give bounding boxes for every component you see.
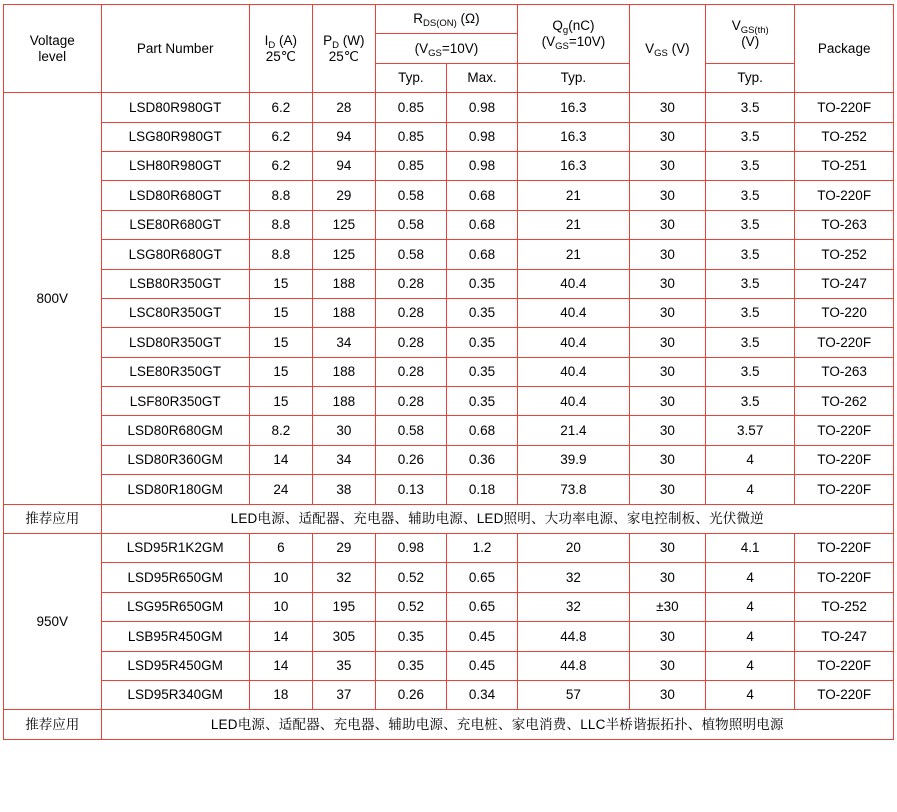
cell-rds-typ: 0.85	[375, 151, 446, 180]
cell-rds-max: 0.35	[446, 328, 517, 357]
cell-qg: 40.4	[518, 328, 630, 357]
cell-rds-max: 0.18	[446, 475, 517, 504]
cell-id: 10	[249, 563, 312, 592]
header-qg-typ: Typ.	[518, 63, 630, 92]
cell-vgs: 30	[629, 93, 705, 122]
cell-pd: 305	[312, 622, 375, 651]
cell-pd: 38	[312, 475, 375, 504]
cell-pd: 35	[312, 651, 375, 680]
cell-part-number: LSD95R450GM	[101, 651, 249, 680]
cell-rds-max: 0.35	[446, 387, 517, 416]
table-row	[4, 651, 894, 680]
cell-id: 8.8	[249, 210, 312, 239]
application-label: 推荐应用	[4, 710, 102, 739]
cell-qg: 40.4	[518, 298, 630, 327]
cell-vgs-th: 4.1	[705, 534, 794, 563]
cell-rds-max: 0.35	[446, 269, 517, 298]
cell-vgs: 30	[629, 387, 705, 416]
cell-pd: 125	[312, 210, 375, 239]
cell-pd: 188	[312, 387, 375, 416]
cell-vgs-th: 4	[705, 592, 794, 621]
cell-vgs-th: 4	[705, 622, 794, 651]
cell-rds-typ: 0.26	[375, 445, 446, 474]
cell-rds-max: 0.35	[446, 298, 517, 327]
table-row	[4, 680, 894, 709]
table-row	[4, 122, 894, 151]
cell-part-number: LSD95R1K2GM	[101, 534, 249, 563]
cell-rds-typ: 0.58	[375, 240, 446, 269]
cell-vgs-th: 3.57	[705, 416, 794, 445]
table-row	[4, 298, 894, 327]
cell-vgs: 30	[629, 151, 705, 180]
cell-qg: 32	[518, 563, 630, 592]
cell-vgs-th: 3.5	[705, 210, 794, 239]
cell-vgs: 30	[629, 475, 705, 504]
cell-rds-typ: 0.28	[375, 298, 446, 327]
cell-package: TO-220F	[795, 563, 894, 592]
cell-package: TO-247	[795, 622, 894, 651]
header-pd: $P_D$ (W) 25℃	[312, 5, 375, 93]
cell-id: 8.8	[249, 181, 312, 210]
header-voltage-level-line2: level	[38, 48, 67, 64]
cell-package: TO-263	[795, 210, 894, 239]
cell-rds-typ: 0.35	[375, 622, 446, 651]
cell-vgs: 30	[629, 563, 705, 592]
cell-vgs: 30	[629, 680, 705, 709]
cell-rds-max: 0.68	[446, 416, 517, 445]
cell-package: TO-263	[795, 357, 894, 386]
cell-id: 15	[249, 357, 312, 386]
cell-qg: 21	[518, 181, 630, 210]
cell-id: 15	[249, 298, 312, 327]
table-row	[4, 181, 894, 210]
table-row	[4, 387, 894, 416]
cell-pd: 94	[312, 151, 375, 180]
cell-id: 18	[249, 680, 312, 709]
cell-package: TO-247	[795, 269, 894, 298]
cell-voltage-level: 950V	[4, 534, 102, 710]
header-voltage-level	[4, 5, 102, 93]
cell-qg: 16.3	[518, 93, 630, 122]
table-header	[4, 5, 894, 93]
cell-vgs-th: 3.5	[705, 269, 794, 298]
cell-part-number: LSD95R650GM	[101, 563, 249, 592]
header-rds-max: Max.	[446, 63, 517, 92]
cell-package: TO-220F	[795, 475, 894, 504]
table-row	[4, 534, 894, 563]
table-row	[4, 210, 894, 239]
cell-vgs: 30	[629, 651, 705, 680]
cell-qg: 20	[518, 534, 630, 563]
cell-qg: 40.4	[518, 357, 630, 386]
cell-rds-max: 0.68	[446, 181, 517, 210]
cell-pd: 34	[312, 445, 375, 474]
cell-part-number: LSC80R350GT	[101, 298, 249, 327]
cell-pd: 34	[312, 328, 375, 357]
cell-qg: 16.3	[518, 122, 630, 151]
cell-qg: 57	[518, 680, 630, 709]
cell-rds-typ: 0.98	[375, 534, 446, 563]
cell-rds-max: 0.98	[446, 151, 517, 180]
header-rds-typ: Typ.	[375, 63, 446, 92]
cell-qg: 39.9	[518, 445, 630, 474]
cell-vgs-th: 3.5	[705, 298, 794, 327]
table-row	[4, 269, 894, 298]
cell-id: 6	[249, 534, 312, 563]
cell-qg: 44.8	[518, 651, 630, 680]
header-vgs-th: $V_{GS(th)}$ (V)	[705, 5, 794, 64]
cell-rds-max: 0.68	[446, 240, 517, 269]
cell-id: 14	[249, 651, 312, 680]
cell-package: TO-220F	[795, 651, 894, 680]
cell-vgs-th: 3.5	[705, 151, 794, 180]
cell-id: 24	[249, 475, 312, 504]
cell-part-number: LSH80R980GT	[101, 151, 249, 180]
cell-rds-max: 0.36	[446, 445, 517, 474]
cell-package: TO-220	[795, 298, 894, 327]
cell-pd: 125	[312, 240, 375, 269]
cell-qg: 21.4	[518, 416, 630, 445]
header-voltage-level-line1: Voltage	[29, 33, 75, 49]
cell-vgs: 30	[629, 622, 705, 651]
table-row	[4, 416, 894, 445]
cell-rds-max: 0.68	[446, 210, 517, 239]
cell-part-number: LSD80R180GM	[101, 475, 249, 504]
cell-pd: 32	[312, 563, 375, 592]
cell-rds-max: 0.34	[446, 680, 517, 709]
cell-vgs-th: 3.5	[705, 93, 794, 122]
cell-vgs: 30	[629, 328, 705, 357]
cell-part-number: LSG80R680GT	[101, 240, 249, 269]
cell-part-number: LSE80R350GT	[101, 357, 249, 386]
cell-rds-typ: 0.52	[375, 592, 446, 621]
cell-vgs-th: 4	[705, 680, 794, 709]
cell-qg: 21	[518, 210, 630, 239]
cell-part-number: LSD80R980GT	[101, 93, 249, 122]
cell-id: 15	[249, 269, 312, 298]
cell-id: 6.2	[249, 151, 312, 180]
application-row	[4, 504, 894, 533]
cell-pd: 37	[312, 680, 375, 709]
cell-rds-typ: 0.52	[375, 563, 446, 592]
cell-vgs: 30	[629, 122, 705, 151]
cell-id: 14	[249, 445, 312, 474]
cell-package: TO-220F	[795, 445, 894, 474]
cell-part-number: LSG80R980GT	[101, 122, 249, 151]
table-row	[4, 93, 894, 122]
cell-part-number: LSD80R360GM	[101, 445, 249, 474]
cell-part-number: LSB95R450GM	[101, 622, 249, 651]
cell-part-number: LSD95R340GM	[101, 680, 249, 709]
cell-part-number: LSF80R350GT	[101, 387, 249, 416]
cell-rds-max: 0.98	[446, 93, 517, 122]
cell-vgs: 30	[629, 298, 705, 327]
cell-rds-max: 0.45	[446, 651, 517, 680]
cell-vgs-th: 4	[705, 445, 794, 474]
cell-vgs: 30	[629, 181, 705, 210]
cell-id: 15	[249, 387, 312, 416]
cell-pd: 188	[312, 298, 375, 327]
table-row	[4, 151, 894, 180]
cell-pd: 188	[312, 357, 375, 386]
cell-vgs: 30	[629, 210, 705, 239]
cell-vgs: 30	[629, 416, 705, 445]
cell-vgs: ±30	[629, 592, 705, 621]
header-package: Package	[795, 5, 894, 93]
cell-vgs-th: 4	[705, 651, 794, 680]
cell-part-number: LSD80R350GT	[101, 328, 249, 357]
cell-package: TO-252	[795, 592, 894, 621]
table-row	[4, 445, 894, 474]
cell-pd: 29	[312, 534, 375, 563]
header-vgs: $V_{GS}$ (V)	[629, 5, 705, 93]
application-text: LED电源、适配器、充电器、辅助电源、LED照明、大功率电源、家电控制板、光伏微逆	[101, 504, 893, 533]
cell-package: TO-220F	[795, 328, 894, 357]
table-row	[4, 240, 894, 269]
cell-pd: 94	[312, 122, 375, 151]
cell-qg: 16.3	[518, 151, 630, 180]
cell-id: 14	[249, 622, 312, 651]
cell-rds-typ: 0.85	[375, 122, 446, 151]
cell-part-number: LSE80R680GT	[101, 210, 249, 239]
cell-package: TO-220F	[795, 416, 894, 445]
cell-rds-typ: 0.58	[375, 210, 446, 239]
cell-rds-typ: 0.28	[375, 328, 446, 357]
cell-vgs: 30	[629, 357, 705, 386]
cell-qg: 32	[518, 592, 630, 621]
cell-rds-typ: 0.35	[375, 651, 446, 680]
cell-vgs: 30	[629, 445, 705, 474]
cell-id: 6.2	[249, 93, 312, 122]
cell-voltage-level: 800V	[4, 93, 102, 504]
table-row	[4, 475, 894, 504]
cell-vgs-th: 3.5	[705, 181, 794, 210]
cell-rds-typ: 0.85	[375, 93, 446, 122]
header-part-number: Part Number	[101, 5, 249, 93]
cell-part-number: LSD80R680GT	[101, 181, 249, 210]
cell-package: TO-220F	[795, 93, 894, 122]
cell-vgs-th: 3.5	[705, 122, 794, 151]
cell-package: TO-252	[795, 122, 894, 151]
cell-rds-typ: 0.13	[375, 475, 446, 504]
cell-qg: 40.4	[518, 387, 630, 416]
cell-vgs-th: 3.5	[705, 357, 794, 386]
cell-package: TO-251	[795, 151, 894, 180]
cell-part-number: LSD80R680GM	[101, 416, 249, 445]
cell-rds-typ: 0.26	[375, 680, 446, 709]
cell-package: TO-220F	[795, 181, 894, 210]
cell-qg: 21	[518, 240, 630, 269]
cell-rds-typ: 0.58	[375, 416, 446, 445]
cell-vgs-th: 3.5	[705, 387, 794, 416]
cell-vgs: 30	[629, 240, 705, 269]
header-rds-condition: $(V_{GS}=10V)$	[375, 34, 517, 63]
cell-rds-max: 0.98	[446, 122, 517, 151]
cell-pd: 188	[312, 269, 375, 298]
cell-qg: 73.8	[518, 475, 630, 504]
cell-package: TO-252	[795, 240, 894, 269]
cell-id: 15	[249, 328, 312, 357]
cell-rds-max: 0.65	[446, 592, 517, 621]
cell-id: 6.2	[249, 122, 312, 151]
cell-id: 8.8	[249, 240, 312, 269]
cell-vgs-th: 4	[705, 563, 794, 592]
cell-rds-max: 0.35	[446, 357, 517, 386]
cell-id: 8.2	[249, 416, 312, 445]
header-row-main	[4, 5, 894, 34]
cell-part-number: LSG95R650GM	[101, 592, 249, 621]
cell-id: 10	[249, 592, 312, 621]
cell-qg: 40.4	[518, 269, 630, 298]
cell-vgs: 30	[629, 534, 705, 563]
cell-pd: 30	[312, 416, 375, 445]
header-rds-on: $R_{DS(ON)}$ (Ω)	[375, 5, 517, 34]
cell-vgs-th: 3.5	[705, 240, 794, 269]
cell-part-number: LSB80R350GT	[101, 269, 249, 298]
application-text: LED电源、适配器、充电器、辅助电源、充电桩、家电消费、LLC半桥谐振拓扑、植物照明电源	[101, 710, 893, 739]
table-body	[4, 93, 894, 740]
cell-qg: 44.8	[518, 622, 630, 651]
cell-pd: 29	[312, 181, 375, 210]
cell-vgs-th: 3.5	[705, 328, 794, 357]
cell-rds-typ: 0.28	[375, 269, 446, 298]
cell-vgs-th: 4	[705, 475, 794, 504]
application-label: 推荐应用	[4, 504, 102, 533]
cell-rds-typ: 0.28	[375, 357, 446, 386]
cell-pd: 28	[312, 93, 375, 122]
cell-rds-max: 1.2	[446, 534, 517, 563]
cell-vgs: 30	[629, 269, 705, 298]
cell-rds-typ: 0.58	[375, 181, 446, 210]
header-vgs-th-typ: Typ.	[705, 63, 794, 92]
application-row	[4, 710, 894, 739]
cell-rds-max: 0.45	[446, 622, 517, 651]
header-id: $I_D$ (A) 25℃	[249, 5, 312, 93]
cell-package: TO-220F	[795, 534, 894, 563]
cell-rds-max: 0.65	[446, 563, 517, 592]
table-row	[4, 622, 894, 651]
cell-package: TO-262	[795, 387, 894, 416]
mosfet-spec-table	[3, 4, 894, 740]
table-row	[4, 357, 894, 386]
table-row	[4, 563, 894, 592]
table-row	[4, 328, 894, 357]
cell-pd: 195	[312, 592, 375, 621]
cell-rds-typ: 0.28	[375, 387, 446, 416]
table-row	[4, 592, 894, 621]
header-qg: $Q_g(nC)$ $(V_{GS}=10V)$	[518, 5, 630, 64]
cell-package: TO-220F	[795, 680, 894, 709]
